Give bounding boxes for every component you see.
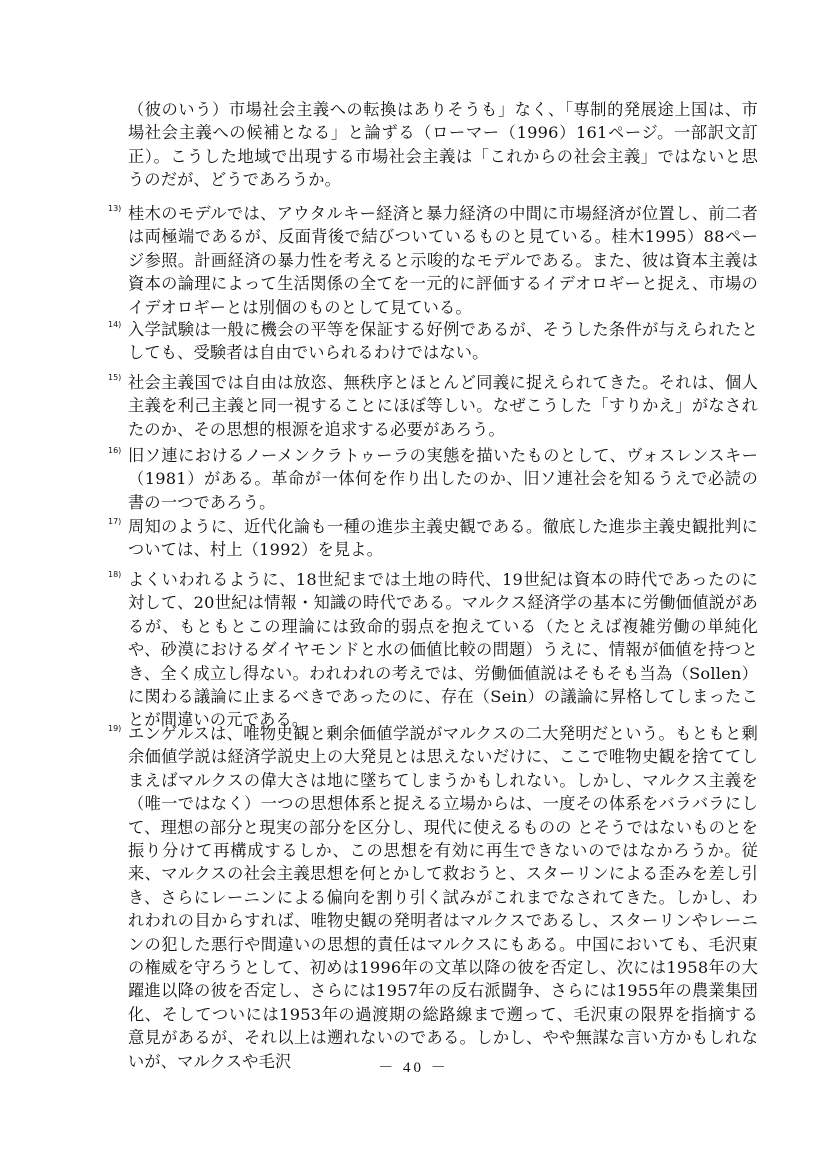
footnote-19: エンゲルスは、唯物史観と剰余価値学説がマルクスの二大発明だという。もともと剰余価値学説は経済学説史上の大発見とは思えないだけに、ここで唯物史観を捨ててしまえばマルクスの偉大さは地に墜ちてしまうかもしれない。しかし、マルクス主義を（唯一ではなく）一つの思想体系と捉える立場からは、一度その体系をバラバラにして、理想の部分と現実の部分を区分し、現代に使えるものの とそうではないものとを振り分けて再構成するしか、この思想を有効に再生できないのではなかろうか。従来、マルクスの社会主義思想を何とかして救おうと、スターリンによる歪みを差し引き、さらにレーニンによる偏向を割り引く試みがこれまでなされてきた。しかし、われわれの目からすれば、唯物史観の発明者はマルクスであるし、スターリンやレーニンの犯した悪行や間違いの思想的責任はマルクスにもある。中国においても、毛沢東の権威を守ろうとして、初めは1996年の文革以降の彼を否定し、次には1958年の大躍進以降の彼を否定し、さらには1957年の反右派闘争、さらには1955年の農業集団化、そしてついには1953年の過渡期の総路線まで遡って、毛沢東の限界を指摘する意見があるが、それ以上は遡れないのである。しかし、やや無謀な言い方かもしれないが、マルクスや毛沢 <box>128 724 758 1071</box>
footnote-marker: 18) <box>108 570 122 579</box>
footnote-17: 周知のように、近代化論も一種の進歩主義史観である。徹底した進歩主義史観批判については、村上（1992）を見よ。 <box>128 517 758 560</box>
footnote-marker: 14) <box>108 320 122 329</box>
footnote-14: 入学試験は一般に機会の平等を保証する好例であるが、そうした条件が与えられたとしても、受験者は自由でいられるわけではない。 <box>128 320 758 363</box>
footnote-16: 旧ソ連におけるノーメンクラトゥーラの実態を描いたものとして、ヴォスレンスキー（1981）がある。革命が一体何を作り出したのか、旧ソ連社会を知るうえで必読の書の一つであろう。 <box>128 446 758 512</box>
footnote-marker: 13) <box>108 204 122 213</box>
page-number: － 40 － <box>378 1060 449 1076</box>
footnote-marker: 16) <box>108 446 122 455</box>
footnote-15: 社会主義国では自由は放恣、無秩序とほとんど同義に捉えられてきた。それは、個人主義を利己主義と同一視することにほぼ等しい。なぜこうした「すりかえ」がなされたのか、その思想的根源を追求する必要があろう。 <box>128 373 758 439</box>
footnote-marker: 15) <box>108 373 122 382</box>
continuation-paragraph: （彼のいう）市場社会主義への転換はありそうも」なく、「専制的発展途上国は、市場社会主義への候補となる」と論ずる（ローマー（1996）161ページ。一部訳文訂正）。こうした地域で出現する市場社会主義は「これからの社会主義」ではないと思うのだが、どうであろうか。 <box>128 100 758 190</box>
footnote-marker: 17) <box>108 517 122 526</box>
footnote-18: よくいわれるように、18世紀までは土地の時代、19世紀は資本の時代であったのに対して、20世紀は情報・知識の時代である。マルクス経済学の基本に労働価値説があるが、もともとこの理論には致命的弱点を抱えている（たとえば複雑労働の単純化や、砂漠におけるダイヤモンドと水の価値比較の問題）うえに、情報が価値を持つとき、全く成立し得ない。われわれの考えでは、労働価値説はそもそも当為（Sollen）に関わる議論に止まるべきであったのに、存在（Sein）の議論に昇格してしまったことが間違いの元である。 <box>128 570 758 730</box>
footnote-13: 桂木のモデルでは、アウタルキー経済と暴力経済の中間に市場経済が位置し、前二者は両極端であるが、反面背後で結びついているものと見ている。桂木1995）88ページ参照。計画経済の暴力性を考えると示唆的なモデルである。また、彼は資本主義は資本の論理によって生活関係の全てを一元的に評価するイデオロギーと捉え、市場のイデオロギーとは別個のものとして見ている。 <box>128 204 758 317</box>
footnote-marker: 19) <box>108 724 122 733</box>
